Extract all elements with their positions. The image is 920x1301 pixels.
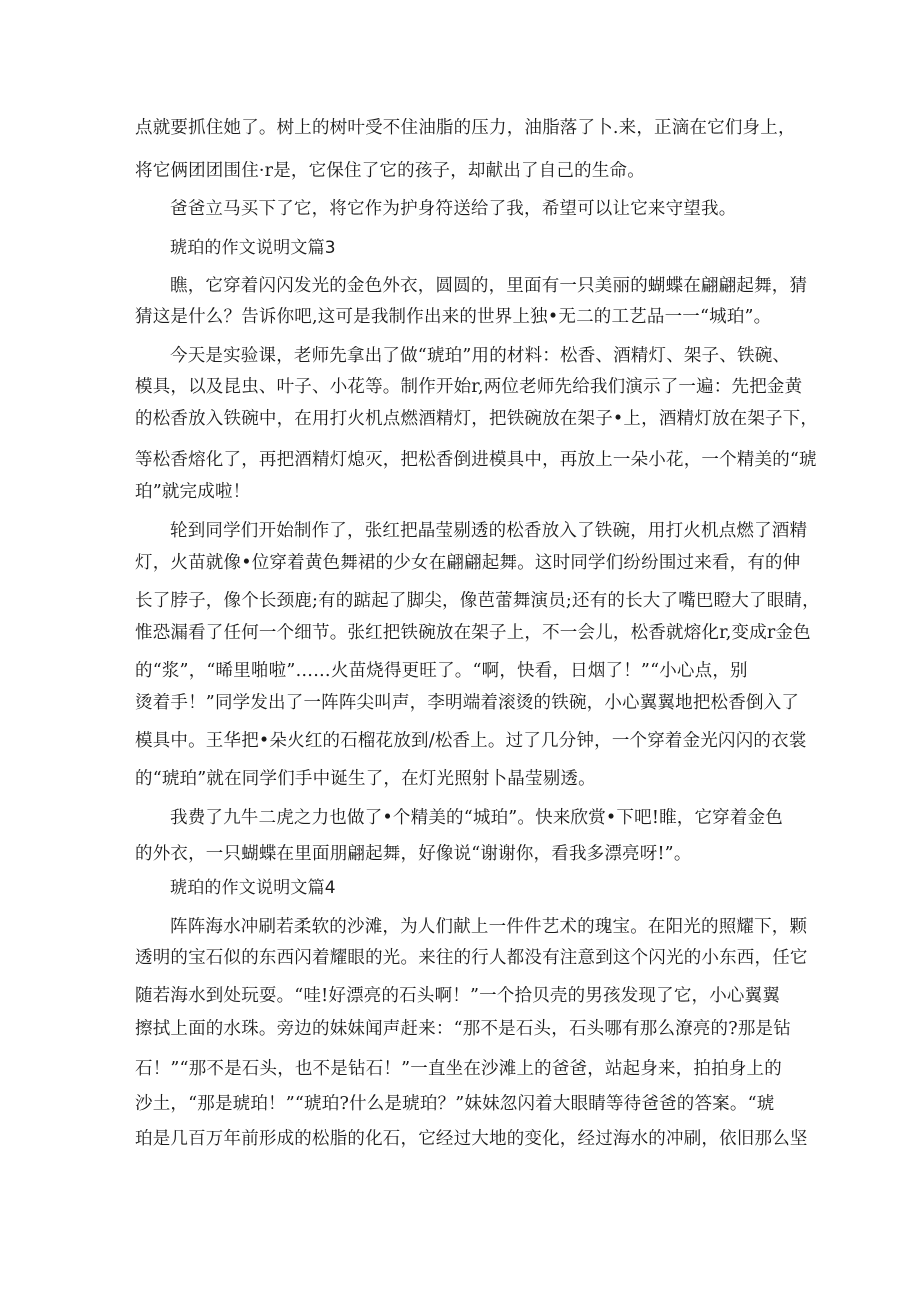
text-line: 灯，火苗就像•位穿着黄色舞裙的少女在翩翩起舞。这时同学们纷纷围过来看，有的伸 [135,553,801,573]
text-line: 的外衣，一只蝴蝶在里面朋翩起舞，好像说“谢谢你，看我多漂亮呀!”。 [135,844,692,864]
text-line: 模具中。王华把•朵火红的石榴花放到/松香上。过了几分钟，一个穿着金光闪闪的衣裳 [135,731,807,751]
section-heading: 琥珀的作文说明文篇3 [170,238,336,258]
text-line: 猜这是什么？告诉你吧,这可是我制作出来的世界上独•无二的工艺品一一“城珀”。 [135,307,772,327]
text-line: 的松香放入铁碗中，在用打火机点燃酒精灯，把铁碗放在架子•上，酒精灯放在架子下， [135,409,819,429]
text-line: 等松香熔化了，再把酒精灯熄灭，把松香倒进模具中，再放上一朵小花，一个精美的“琥 [135,450,817,470]
text-line: 长了脖子，像个长颈鹿;有的踮起了脚尖，像芭蕾舞演员;还有的长大了嘴巴瞪大了眼睛， [135,591,820,611]
text-line: 随若海水到处玩耍。“哇!好漂亮的石头啊！”一个拾贝壳的男孩发现了它，小心翼翼 [135,986,781,1006]
text-line: 轮到同学们开始制作了，张红把晶莹剔透的松香放入了铁碗，用打火机点燃了酒精 [170,521,808,541]
text-line: 瞧，它穿着闪闪发光的金色外衣，圆圆的，里面有一只美丽的蝴蝶在翩翩起舞，猜 [170,276,808,296]
text-line: 将它俩团团围住·r是，它保住了它的孩子，却献出了自己的生命。 [135,161,645,181]
text-line: 惟恐漏看了任何一个细节。张红把铁碗放在架子上，不一会儿，松香就熔化r,变成r金色 [135,623,811,643]
text-line: 阵阵海水冲刷若柔软的沙滩，为人们献上一件件艺术的瑰宝。在阳光的照耀下，颗 [170,917,808,937]
text-line: 模具，以及昆虫、叶子、小花等。制作开始r,两位老师先给我们演示了一遍：先把金黄 [135,377,803,397]
text-line: 烫着手！”同学发出了一阵阵尖叫声，李明端着滚烫的铁碗，小心翼翼地把松香倒入了 [135,693,800,713]
text-line: 我费了九牛二虎之力也做了•个精美的“城珀”。快来欣赏•下吧!睢，它穿着金色 [170,808,783,828]
text-line: 点就要抓住她了。树上的树叶受不住油脂的压力，油脂落了卜.来，正滴在它们身上， [135,118,796,138]
text-line: 擦拭上面的水珠。旁边的妹妹闻声赶来：“那不是石头，石头哪有那么潦亮的?那是钻 [135,1019,791,1039]
section-heading: 琥珀的作文说明文篇4 [170,878,336,898]
text-line: 沙土，“那是琥珀！”“琥珀?什么是琥珀？”妹妹忽闪着大眼睛等待爸爸的答案。“琥 [135,1094,775,1114]
text-line: 爸爸立马买下了它，将它作为护身符送给了我，希望可以让它来守望我。 [170,199,737,219]
text-line: 珀是几百万年前形成的松脂的化石，它经过大地的变化，经过海水的冲刷，依旧那么坚 [135,1129,808,1149]
text-line: 石！”“那不是石头，也不是钻石！”一直坐在沙滩上的爸爸，站起身来，拍拍身上的 [135,1059,782,1079]
text-line: 的“浆”，“晞里啪啦”……火苗烧得更旺了。“啊，快看，日烟了！”“小心点，别 [135,661,748,681]
text-line: 的“琥珀”就在同学们手中诞生了，在灯光照射卜晶莹剔透。 [135,769,596,789]
text-line: 珀”就完成啦！ [135,482,251,502]
text-line: 透明的宝石似的东西闪着耀眼的光。来往的行人都没有注意到这个闪光的小东西，任它 [135,948,808,968]
text-line: 今天是实验课，老师先拿出了做“琥珀”用的材料：松香、酒精灯、架子、铁碗、 [170,346,791,366]
